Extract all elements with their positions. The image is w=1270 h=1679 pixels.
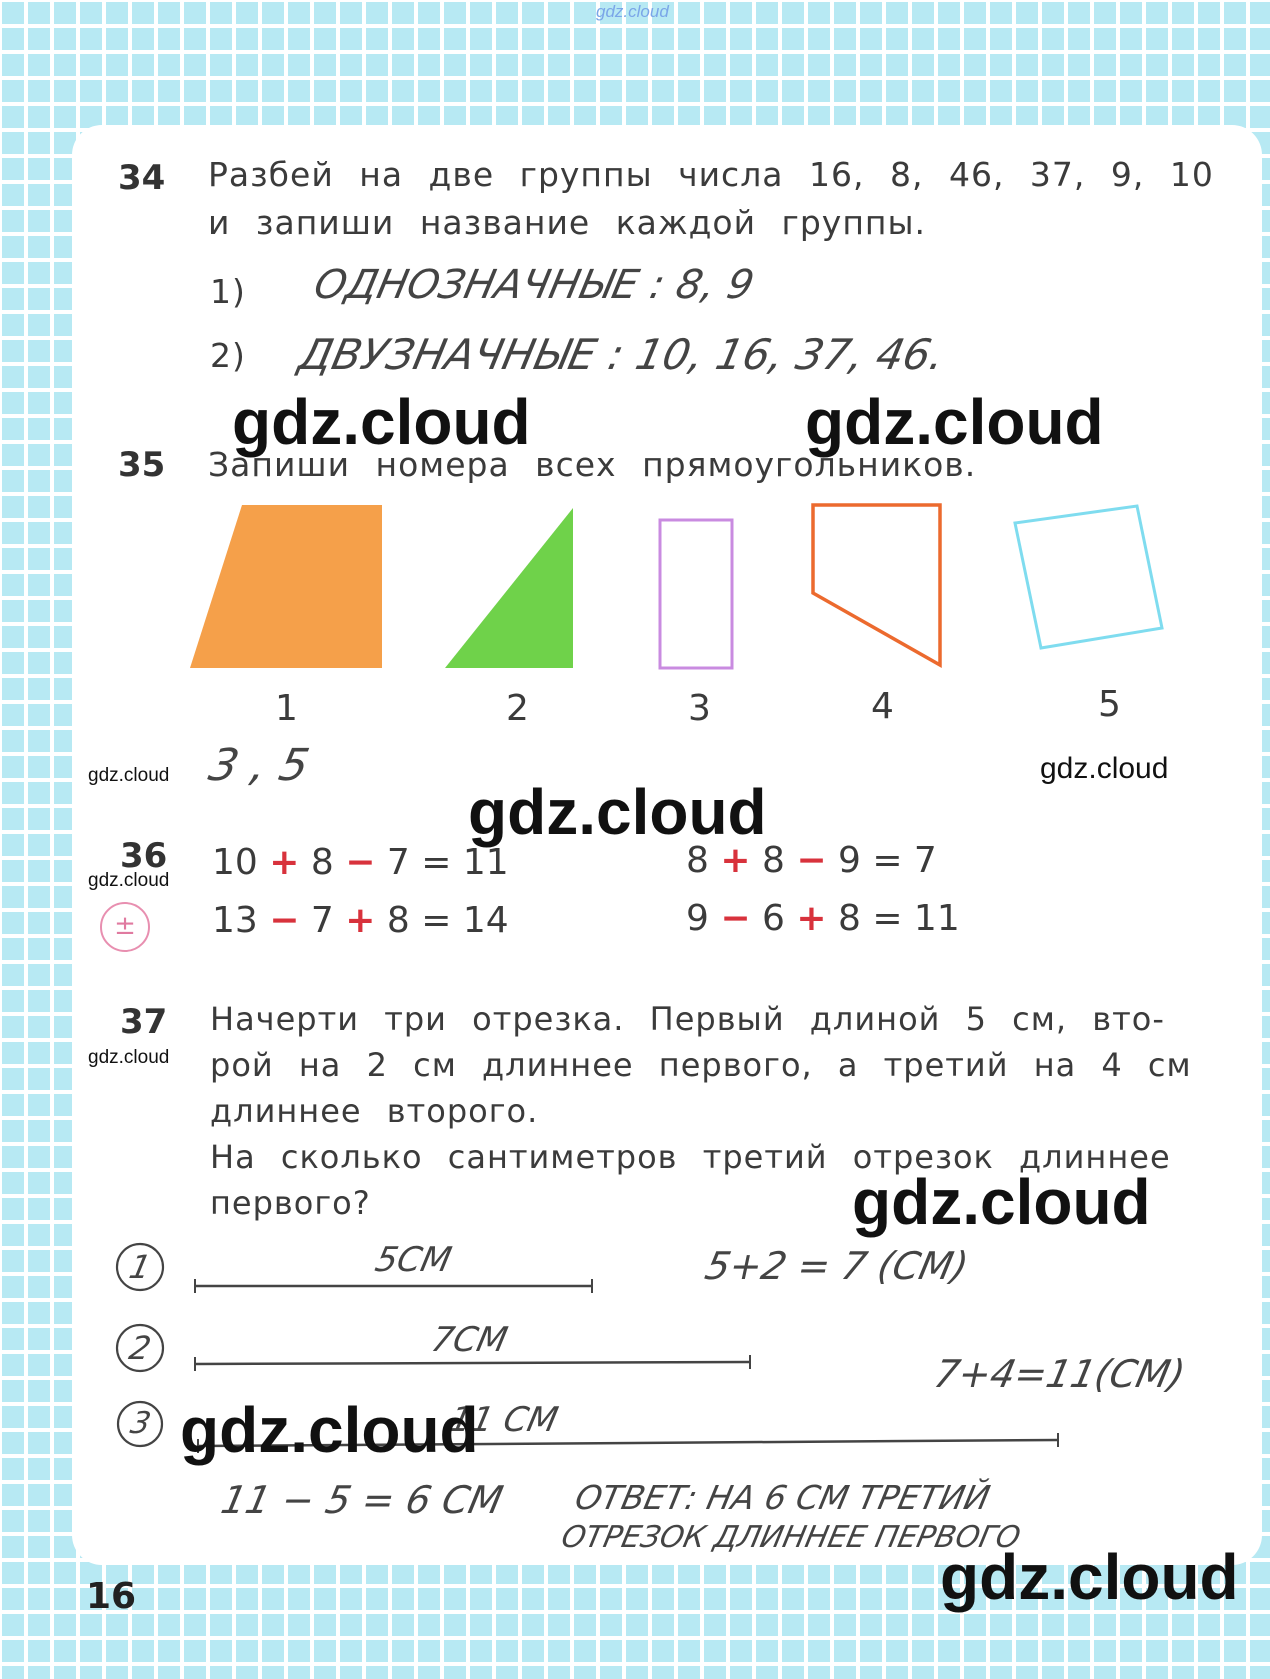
shape-label-2: 2: [506, 688, 529, 729]
watermark-3[interactable]: gdz.cloud: [468, 776, 767, 848]
shape-label-1: 1: [275, 688, 298, 729]
eq3-res: = 7: [872, 840, 937, 881]
seg2-label: 7СМ: [427, 1320, 511, 1360]
eq2-b: 7: [310, 900, 334, 941]
task34-item2-label: 2): [210, 336, 246, 375]
eq3-op2: −: [796, 840, 827, 881]
shape-label-4: 4: [871, 686, 894, 727]
seg1-calc: 5+2 = 7 (СМ): [701, 1244, 973, 1288]
task35-text: Запиши номера всех прямоугольников.: [208, 445, 977, 484]
shape-label-3: 3: [688, 688, 711, 729]
answer-line2: ОТРЕЗОК ДЛИННЕЕ ПЕРВОГО: [558, 1520, 1024, 1555]
task34-item2-answer: ДВУЗНАЧНЫЕ : 10, 16, 37, 46.: [294, 330, 950, 379]
eq4-op1: −: [720, 898, 751, 939]
seg1-marker: 1: [125, 1248, 155, 1286]
plus-minus-icon: ±: [100, 902, 150, 952]
eq4-res: = 11: [872, 898, 960, 939]
task34-item1-answer: ОДНОЗНАЧНЫЕ : 8, 9: [310, 262, 759, 308]
watermark-2[interactable]: gdz.cloud: [805, 386, 1104, 458]
eq3-a: 8: [686, 840, 709, 881]
eq1-res: = 11: [421, 842, 509, 883]
eq4-op2: +: [796, 898, 827, 939]
answer-line1: ОТВЕТ: НА 6 СМ ТРЕТИЙ: [571, 1478, 994, 1517]
eq1-op2: −: [345, 842, 376, 883]
task34-line2: и запиши название каждой группы.: [208, 203, 927, 242]
task37-line5: первого?: [210, 1184, 371, 1222]
eq3-c: 9: [837, 840, 861, 881]
task37-line3: длиннее второго.: [210, 1092, 539, 1130]
task36-number: 36: [120, 836, 168, 876]
seg1-label: 5СМ: [371, 1240, 455, 1280]
task37-line2: рой на 2 см длиннее первого, а третий на 4 см: [210, 1046, 1192, 1084]
eq4-b: 6: [761, 898, 785, 939]
seg3-label: 11 СМ: [445, 1400, 562, 1440]
task34-line1: Разбей на две группы числа 16, 8, 46, 37, 9, 10: [208, 155, 1214, 194]
watermark-5[interactable]: gdz.cloud: [180, 1394, 479, 1466]
seg2-calc: 7+4=11(СМ): [930, 1352, 1190, 1396]
header-site[interactable]: gdz.cloud: [596, 2, 669, 21]
segment-2: [195, 1362, 750, 1364]
watermark-6[interactable]: gdz.cloud: [940, 1541, 1239, 1613]
task35-answer: 3 , 5: [204, 740, 314, 791]
watermark-small-3[interactable]: gdz.cloud: [88, 1047, 170, 1068]
task37-line1: Начерти три отрезка. Первый длиной 5 см, вто-: [210, 1000, 1165, 1038]
watermark-1[interactable]: gdz.cloud: [232, 386, 531, 458]
seg3-marker: 3: [127, 1406, 154, 1441]
watermark-small-2[interactable]: gdz.cloud: [88, 870, 170, 891]
seg2-marker: 2: [125, 1329, 155, 1367]
task34-number: 34: [118, 158, 166, 198]
task37-number: 37: [120, 1002, 168, 1042]
eq3-b: 8: [761, 840, 785, 881]
eq3-op1: +: [720, 840, 751, 881]
eq2-op1: −: [269, 900, 300, 941]
watermark-4[interactable]: gdz.cloud: [852, 1166, 1151, 1238]
eq2-c: 8: [386, 900, 410, 941]
eq1-c: 7: [386, 842, 410, 883]
eq1-a: 10: [212, 842, 258, 883]
task35-number: 35: [118, 445, 166, 485]
eq1-b: 8: [310, 842, 334, 883]
shape-label-5: 5: [1098, 684, 1121, 725]
solution: 11 − 5 = 6 СМ: [217, 1478, 507, 1522]
eq2-res: = 14: [421, 900, 509, 941]
task34-item1-label: 1): [210, 272, 246, 311]
page-number: 16: [86, 1576, 137, 1617]
eq4-c: 8: [837, 898, 861, 939]
eq1-op1: +: [269, 842, 300, 883]
eq4-a: 9: [686, 898, 709, 939]
watermark-small-4[interactable]: gdz.cloud: [1040, 752, 1169, 785]
watermark-small-1[interactable]: gdz.cloud: [88, 765, 170, 786]
eq2-a: 13: [212, 900, 258, 941]
eq2-op2: +: [345, 900, 376, 941]
task37-line4: На сколько сантиметров третий отрезок длиннее: [210, 1138, 1171, 1176]
